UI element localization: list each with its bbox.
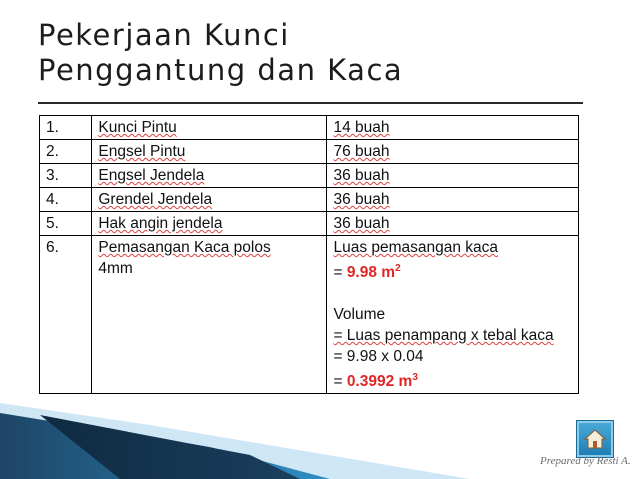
title-line-2: Penggantung dan Kaca — [38, 53, 404, 87]
slide-title — [38, 18, 403, 88]
home-button[interactable] — [577, 421, 613, 457]
table-row-glass — [40, 236, 579, 394]
area-value: 9.98 m — [346, 264, 396, 282]
volume-result-line: = 0.3992 $m^3$ — [333, 372, 418, 391]
spacer — [333, 283, 572, 304]
volume-formula: = Luas penampang x tebal kaca — [333, 327, 554, 345]
volume-label: Volume — [333, 306, 386, 324]
row-number: 2. — [40, 140, 92, 164]
table-row — [40, 116, 579, 140]
row-number: 4. — [40, 188, 92, 212]
item-name: Engsel Pintu — [92, 140, 327, 164]
table-row — [40, 164, 579, 188]
item-quantity: 36 buah — [327, 212, 579, 236]
row-number: 5. — [40, 212, 92, 236]
item-quantity: 36 buah — [327, 164, 579, 188]
item-quantity: 14 buah — [327, 116, 579, 140]
table-row — [40, 188, 579, 212]
title-underline — [38, 102, 583, 104]
footer-credit: Prepared by Resti A. — [540, 455, 631, 467]
item-name-line-1: Pemasangan Kaca polos — [98, 239, 271, 256]
item-name: Grendel Jendela — [92, 188, 327, 212]
area-label: Luas pemasangan kaca — [333, 239, 499, 256]
items-table — [39, 115, 579, 394]
decorative-swoosh — [0, 395, 470, 479]
title-line-1: Pekerjaan Kunci — [38, 18, 290, 52]
item-quantity: 36 buah — [327, 188, 579, 212]
row-number: 6. — [40, 236, 92, 394]
volume-result: 0.3992 m — [346, 373, 413, 391]
table-row — [40, 212, 579, 236]
item-name: Kunci Pintu — [92, 116, 327, 140]
item-name: Hak angin jendela — [92, 212, 327, 236]
glass-calculation — [327, 236, 579, 394]
table-row — [40, 140, 579, 164]
item-name — [92, 236, 327, 394]
area-value-line: = 9.98 $m^2$ — [333, 263, 401, 282]
home-icon — [583, 427, 607, 451]
item-quantity: 76 buah — [327, 140, 579, 164]
row-number: 3. — [40, 164, 92, 188]
item-name: Engsel Jendela — [92, 164, 327, 188]
row-number: 1. — [40, 116, 92, 140]
item-name-line-2: 4mm — [98, 260, 133, 277]
volume-calculation: = 9.98 x 0.04 — [333, 348, 424, 366]
